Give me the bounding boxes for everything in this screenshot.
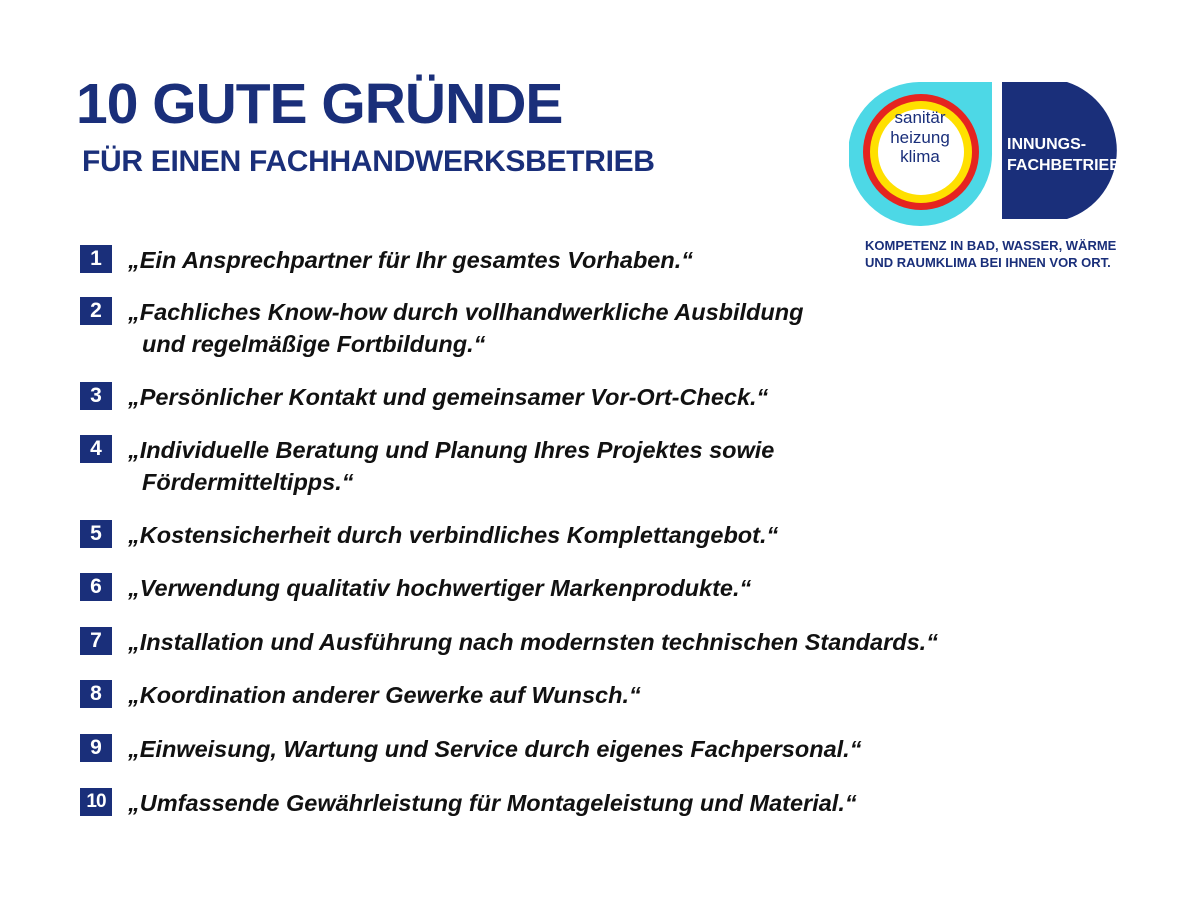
reason-text	[128, 572, 751, 604]
reason-number-badge: 6	[80, 573, 112, 601]
reason-number-badge: 4	[80, 435, 112, 463]
reason-text	[128, 244, 693, 276]
reason-line: „Einweisung, Wartung und Service durch eigenes Fachpersonal.“	[128, 736, 862, 762]
reason-text	[128, 519, 778, 551]
logo-circle-line: klima	[900, 147, 940, 167]
reason-line: „Persönlicher Kontakt und gemeinsamer Vor-Ort-Check.“	[128, 384, 769, 410]
reason-text	[128, 626, 938, 658]
reason-number-badge: 10	[80, 788, 112, 816]
reason-item	[80, 734, 861, 765]
reason-item	[80, 245, 693, 276]
reason-number-badge: 2	[80, 297, 112, 325]
reason-line: „Kostensicherheit durch verbindliches Komplettangebot.“	[128, 522, 779, 548]
logo-circle-line: heizung	[890, 127, 950, 147]
reason-item	[80, 788, 857, 819]
reason-line: „Fachliches Know-how durch vollhandwerkliche Ausbildung	[128, 299, 804, 325]
logo-badge-text	[1007, 134, 1139, 176]
reason-text	[128, 296, 803, 360]
reason-item	[80, 520, 778, 551]
reason-item	[80, 382, 768, 413]
logo-circle-text	[879, 108, 961, 167]
reason-item	[80, 627, 938, 658]
logo-circle-line: sanitär	[894, 108, 946, 127]
reason-line: „Installation und Ausführung nach modernsten technischen Standards.“	[128, 629, 938, 655]
reason-line: und regelmäßige Fortbildung.“	[142, 331, 486, 357]
innungsfachbetrieb-logo	[849, 82, 1139, 272]
reason-number-badge: 7	[80, 627, 112, 655]
reason-number-badge: 3	[80, 382, 112, 410]
reason-item	[80, 680, 641, 711]
reason-number-badge: 5	[80, 520, 112, 548]
page-subtitle: FÜR EINEN FACHHANDWERKSBETRIEB	[82, 145, 655, 178]
reason-line: Fördermitteltipps.“	[142, 469, 354, 495]
logo-badge-line: FACHBETRIEB	[1007, 157, 1121, 175]
reason-line: „Koordination anderer Gewerke auf Wunsch.“	[128, 682, 641, 708]
reason-text	[128, 434, 774, 498]
logo-caption-line: UND RAUMKLIMA BEI IHNEN VOR ORT.	[865, 255, 1111, 271]
logo-badge-line: INNUNGS-	[1007, 136, 1087, 153]
reason-item	[80, 573, 751, 604]
reason-number-badge: 1	[80, 245, 112, 273]
reason-line: „Umfassende Gewährleistung für Montageleistung und Material.“	[128, 790, 857, 816]
reason-text	[128, 381, 768, 413]
reason-text	[128, 787, 857, 819]
reason-line: „Individuelle Beratung und Planung Ihres Projektes sowie	[128, 437, 775, 463]
reason-number-badge: 9	[80, 734, 112, 762]
page-title: 10 GUTE GRÜNDE	[76, 72, 563, 136]
logo-caption-line: KOMPETENZ IN BAD, WASSER, WÄRME	[865, 238, 1117, 253]
reason-line: „Ein Ansprechpartner für Ihr gesamtes Vorhaben.“	[128, 247, 693, 273]
reason-number-badge: 8	[80, 680, 112, 708]
reason-text	[128, 733, 861, 765]
reason-item	[80, 297, 803, 360]
reason-line: „Verwendung qualitativ hochwertiger Markenprodukte.“	[128, 575, 752, 601]
reason-item	[80, 435, 774, 498]
reason-text	[128, 679, 641, 711]
logo-caption	[865, 237, 1155, 272]
